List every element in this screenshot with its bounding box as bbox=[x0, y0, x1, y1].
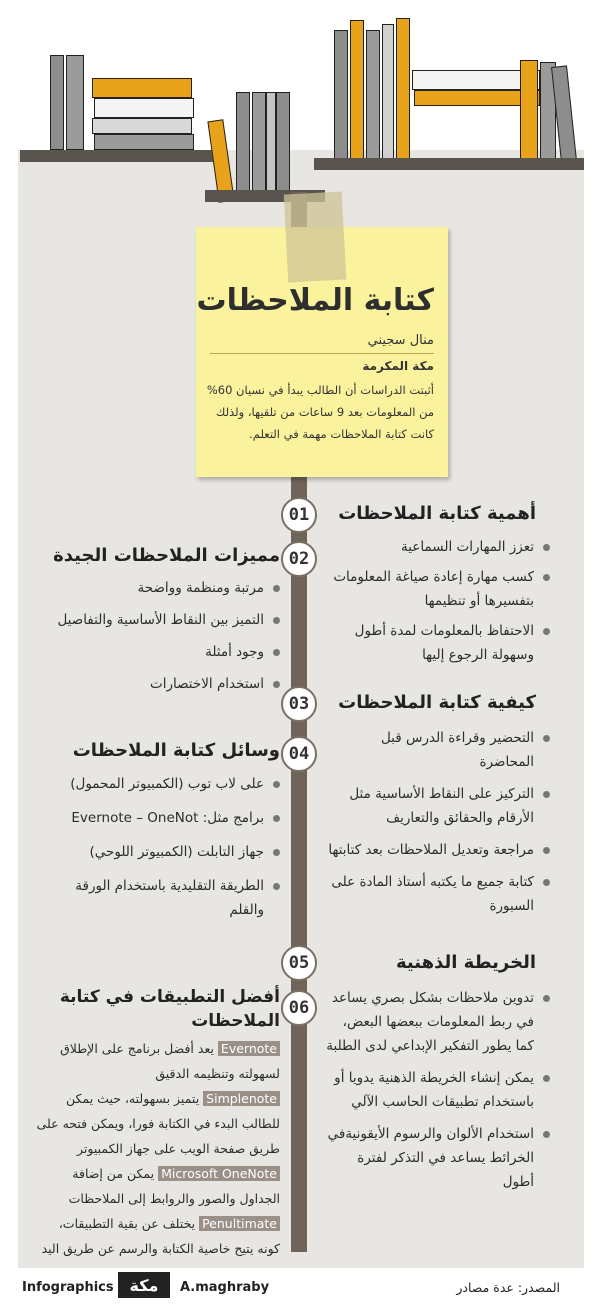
footer-source: المصدر: عدة مصادر bbox=[456, 1280, 560, 1295]
list-item: على لاب توب (الكمبيوتر المحمول) bbox=[40, 772, 280, 796]
apps-text bbox=[36, 1036, 280, 1261]
book bbox=[350, 20, 364, 160]
shelf bbox=[20, 150, 214, 162]
bookshelf-illustration bbox=[0, 0, 602, 200]
author-name: منال سجيني bbox=[367, 333, 434, 348]
book bbox=[520, 60, 538, 160]
section-heading-features: مميزات الملاحظات الجيدة bbox=[53, 545, 280, 566]
features-list bbox=[40, 576, 280, 696]
list-item: استخدام الألوان والرسوم الأيقونيةفي الخرائط يساعد في التذكر لفترة أطول bbox=[324, 1122, 550, 1194]
book bbox=[382, 24, 394, 160]
tools-list bbox=[40, 772, 280, 922]
section-number-badge: 03 bbox=[281, 686, 317, 722]
section-number-badge: 01 bbox=[281, 497, 317, 533]
section-heading-importance: أهمية كتابة الملاحظات bbox=[338, 503, 536, 524]
section-heading-howto: كيفية كتابة الملاحظات bbox=[338, 692, 536, 713]
section-number-badge: 02 bbox=[281, 541, 317, 577]
intro-text: أثبتت الدراسات أن الطالب يبدأ في نسيان 60% من المعلومات بعد 9 ساعات من تلقيها، ولذلك كانت كتابة الملاحظات مهمة في التعلم. bbox=[206, 383, 434, 441]
section-heading-mindmap: الخريطة الذهنية bbox=[396, 952, 536, 973]
app-name: Simplenote bbox=[203, 1091, 280, 1106]
section-number-badge: 06 bbox=[281, 990, 317, 1026]
section-heading-apps: أفضل التطبيقات في كتابة الملاحظات bbox=[59, 987, 280, 1031]
app-description: يتميز بسهولته، حيث يمكن للطالب البدء في الكتابة فورا، ويمكن فتحه على طريق صفحة الويب على جهاز الكمبيوتر bbox=[36, 1091, 280, 1156]
list-item: الطريقة التقليدية باستخدام الورقة والقلم bbox=[40, 874, 280, 922]
section-heading-tools: وسائل كتابة الملاحظات bbox=[72, 740, 280, 761]
section-number-badge: 05 bbox=[281, 945, 317, 981]
book bbox=[266, 92, 276, 202]
newspaper-logo: مكة bbox=[118, 1272, 170, 1298]
howto-list bbox=[324, 726, 550, 918]
footer bbox=[0, 1270, 602, 1309]
shelf bbox=[314, 158, 584, 170]
list-item: مراجعة وتعديل الملاحظات بعد كتابتها bbox=[324, 838, 550, 862]
book bbox=[94, 98, 194, 118]
list-item: تعزز المهارات السماعية bbox=[324, 535, 550, 559]
book bbox=[66, 55, 84, 150]
app-entry bbox=[36, 1086, 280, 1161]
book bbox=[276, 92, 290, 202]
mindmap-list bbox=[324, 986, 550, 1194]
app-entry bbox=[36, 1211, 280, 1261]
book bbox=[50, 55, 64, 150]
author-city: مكة المكرمة bbox=[362, 359, 434, 373]
book bbox=[366, 30, 380, 160]
app-name: Evernote bbox=[218, 1041, 280, 1056]
list-item: التميز بين النقاط الأساسية والتفاصيل bbox=[40, 608, 280, 632]
footer-brand: Infographics bbox=[22, 1280, 114, 1295]
list-item: برامج مثل: Evernote – OneNot bbox=[40, 806, 280, 830]
book bbox=[92, 78, 192, 98]
book bbox=[334, 30, 348, 160]
page-title: كتابة الملاحظات bbox=[196, 283, 434, 318]
tape bbox=[284, 192, 347, 283]
app-name: Penultimate bbox=[199, 1216, 280, 1231]
app-description: يعد أفضل برنامج على الإطلاق لسهولته وتنظيمه الدقيق bbox=[60, 1041, 280, 1081]
list-item: الاحتفاظ بالمعلومات لمدة أطول وسهولة الرجوع إليها bbox=[324, 619, 550, 667]
divider bbox=[210, 353, 434, 354]
book bbox=[94, 134, 194, 150]
app-entry bbox=[36, 1036, 280, 1086]
list-item: مرتبة ومنظمة وواضحة bbox=[40, 576, 280, 600]
book bbox=[236, 92, 250, 202]
list-item: تدوين ملاحظات بشكل بصري يساعد في ربط المعلومات ببعضها البعض، كما يطور التفكير الإبداعي لدى الطلبة bbox=[324, 986, 550, 1058]
list-item: التحضير وقراءة الدرس قبل المحاضرة bbox=[324, 726, 550, 774]
importance-list bbox=[324, 535, 550, 667]
list-item: يمكن إنشاء الخريطة الذهنية يدويا أو باستخدام تطبيقات الحاسب الآلي bbox=[324, 1066, 550, 1114]
list-item: التركيز على النقاط الأساسية مثل الأرقام والحقائق والتعاريف bbox=[324, 782, 550, 830]
app-description: يختلف عن بقية التطبيقات، كونه يتيح خاصية الكتابة والرسم عن طريق اليد bbox=[41, 1216, 280, 1256]
book bbox=[252, 92, 266, 202]
footer-artist: A.maghraby bbox=[180, 1280, 270, 1295]
section-number-badge: 04 bbox=[281, 736, 317, 772]
book bbox=[92, 118, 192, 134]
list-item: كتابة جميع ما يكتبه أستاذ المادة على السبورة bbox=[324, 870, 550, 918]
app-entry bbox=[36, 1161, 280, 1211]
app-name: Microsoft OneNote bbox=[158, 1166, 280, 1181]
book bbox=[396, 18, 410, 160]
list-item: استخدام الاختصارات bbox=[40, 672, 280, 696]
list-item: كسب مهارة إعادة صياغة المعلومات بتفسيرها أو تنظيمها bbox=[324, 565, 550, 613]
list-item: جهاز التابلت (الكمبيوتر اللوحي) bbox=[40, 840, 280, 864]
app-description: يمكن من إضافة الجداول والصور والروابط إلى الملاحظات bbox=[68, 1166, 280, 1206]
list-item: وجود أمثلة bbox=[40, 640, 280, 664]
